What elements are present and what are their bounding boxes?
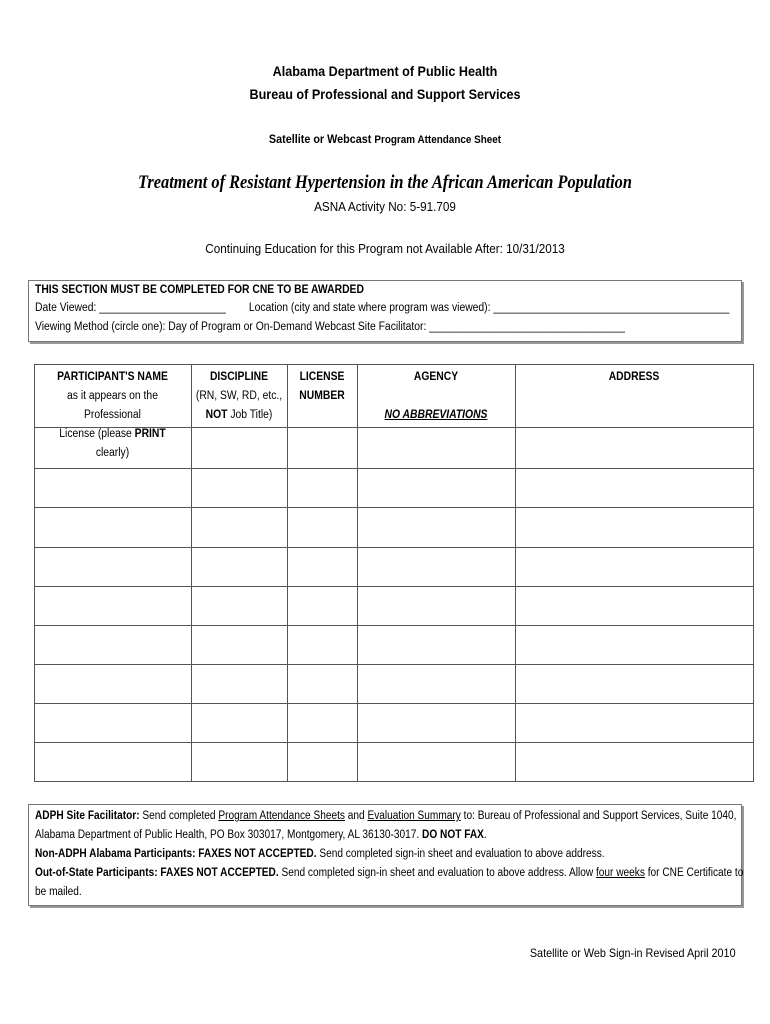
date-viewed-field[interactable]: Date Viewed: ______________________ — [35, 302, 226, 314]
cne-section-box — [28, 280, 742, 342]
instructions-box — [28, 804, 742, 906]
attendance-table — [34, 364, 754, 782]
date-location-line — [35, 302, 729, 314]
dept-title: Alabama Department of Public Health — [272, 63, 498, 79]
agency-header: AGENCY NO ABBREVIATIONS — [365, 368, 507, 425]
instructions-line-5: be mailed. — [35, 886, 82, 898]
license-number-header: LICENSE NUMBER — [299, 371, 345, 402]
sheet-type — [39, 132, 732, 146]
sheet-type-b: Program Attendance Sheet — [374, 134, 502, 146]
cne-heading: THIS SECTION MUST BE COMPLETED FOR CNE TO BE AWARDED — [35, 284, 364, 296]
instructions-line-3: Non-ADPH Alabama Participants: FAXES NOT ACCEPTED. Send completed sign-in sheet and evaluation to above address. — [35, 848, 605, 860]
viewing-method-field[interactable]: Viewing Method (circle one): Day of Program or On-Demand Webcast Site Facilitator: __________________________________ — [35, 321, 625, 333]
instructions-line-2: Alabama Department of Public Health, PO Box 303017, Montgomery, AL 36130-3017. DO NOT FAX. — [35, 829, 487, 841]
discipline-header: DISCIPLINE (RN, SW, RD, etc., NOT Job Title) — [195, 371, 283, 421]
participant-name-header: PARTICIPANT'S NAME as it appears on the Professional License (please PRINT clearly) — [57, 371, 168, 459]
no-abbreviations-note: NO ABBREVIATIONS — [384, 409, 488, 421]
ce-note: Continuing Education for this Program not Available After: 10/31/2013 — [205, 241, 565, 256]
location-field[interactable]: Location (city and state where program was viewed): _________________________________________ — [248, 302, 730, 314]
asna-activity: ASNA Activity No: 5-91.709 — [314, 199, 456, 214]
address-header: ADDRESS — [608, 371, 660, 383]
revision-footer: Satellite or Web Sign-in Revised April 2010 — [530, 946, 736, 960]
program-title: Treatment of Resistant Hypertension in the African American Population — [138, 172, 632, 193]
sheet-type-a: Satellite or Webcast — [268, 132, 372, 146]
bureau-title: Bureau of Professional and Support Services — [249, 86, 521, 102]
instructions-line-1: ADPH Site Facilitator: Send completed Program Attendance Sheets and Evaluation Summary to: Bureau of Professional and Support Services, Suite 1040, — [35, 810, 737, 822]
instructions-line-4: Out-of-State Participants: FAXES NOT ACCEPTED. Send completed sign-in sheet and evaluation to above address. Allow four weeks for CNE Certificate to — [35, 867, 744, 879]
